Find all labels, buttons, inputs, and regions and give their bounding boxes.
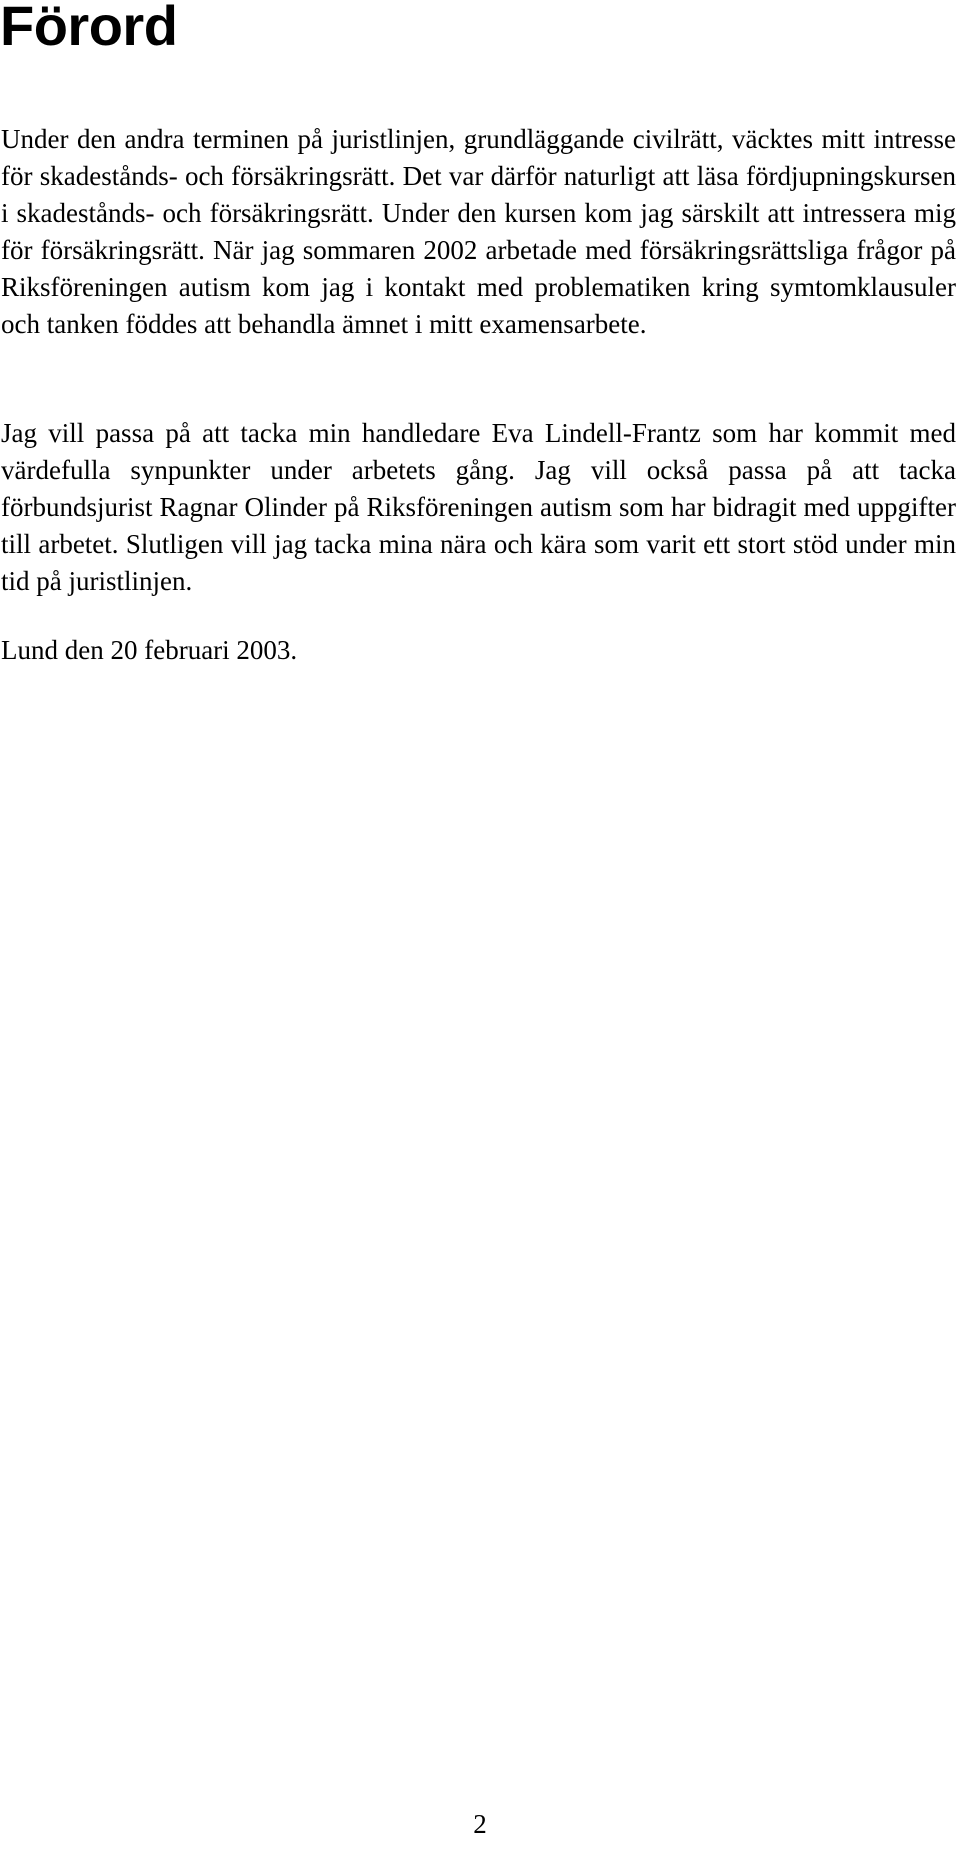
page-number: 2 [473, 1809, 487, 1839]
paragraph-acknowledgements: Jag vill passa på att tacka min handledare Eva Lindell-Frantz som har kommit med värdefulla synpunkter under arbetets gång. Jag vill också passa på att tacka förbundsjurist Ragnar Olinder på Riksföreningen autism som har bidragit med uppgifter till arbetet. Slutligen vill jag tacka mina nära och kära som varit ett stort stöd under min tid på juristlinjen. [1, 418, 956, 596]
page-title: Förord [0, 0, 178, 57]
place-and-date: Lund den 20 februari 2003. [1, 635, 298, 665]
paragraph-intro: Under den andra terminen på juristlinjen, grundläggande civilrätt, väcktes mitt intresse för skadestånds- och försäkringsrätt. Det var därför naturligt att läsa fördjupningskursen i skadestånds- och försäkringsrätt. Under den kursen kom jag särskilt att intressera mig för försäkringsrätt. När jag sommaren 2002 arbetade med försäkringsrättsliga frågor på Riksföreningen autism kom jag i kontakt med problematiken kring symtomklausuler och tanken föddes att behandla ämnet i mitt examensarbete. [1, 124, 956, 339]
